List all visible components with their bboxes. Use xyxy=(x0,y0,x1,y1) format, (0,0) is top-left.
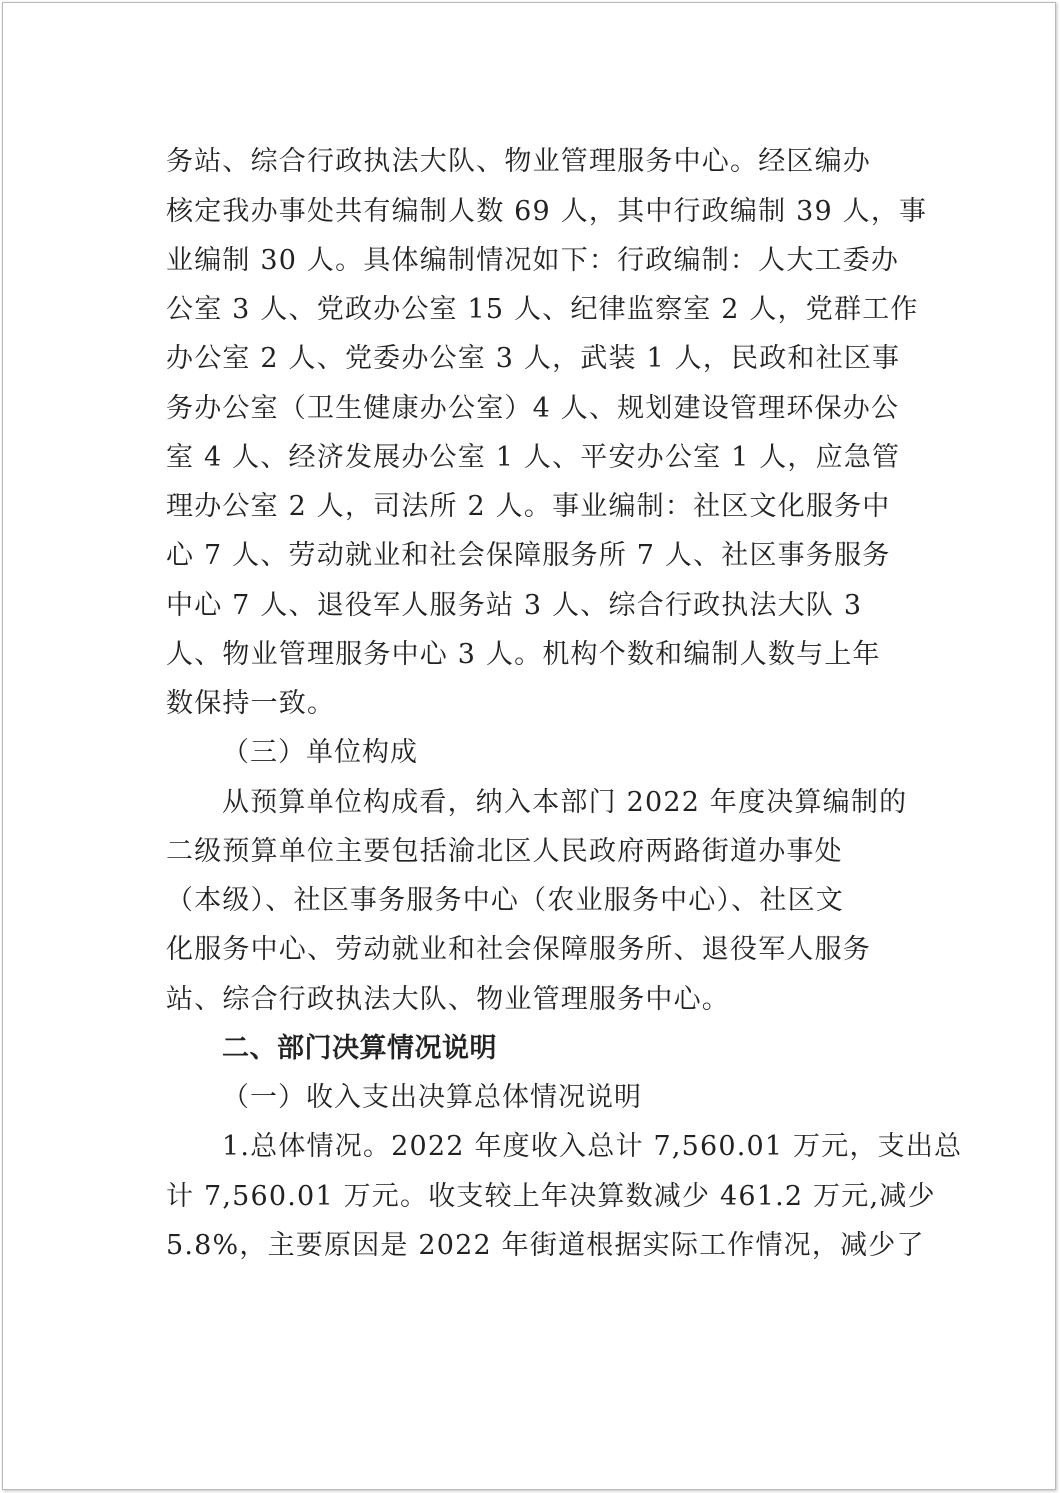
paragraph-line: 计 7,560.01 万元。收支较上年决算数减少 461.2 万元,减少 xyxy=(166,1181,936,1212)
paragraph-line: 公室 3 人、党政办公室 15 人、纪律监察室 2 人，党群工作 xyxy=(166,294,919,325)
paragraph-line: 室 4 人、经济发展办公室 1 人、平安办公室 1 人，应急管 xyxy=(166,442,901,473)
paragraph-line: 从预算单位构成看，纳入本部门 2022 年度决算编制的 xyxy=(222,787,908,818)
paragraph-line: 理办公室 2 人，司法所 2 人。事业编制：社区文化服务中 xyxy=(166,491,891,522)
paragraph-line: 核定我办事处共有编制人数 69 人，其中行政编制 39 人，事 xyxy=(166,196,928,227)
section-heading-budget-explanation: 二、部门决算情况说明 xyxy=(222,1033,497,1064)
paragraph-line: 站、综合行政执法大队、物业管理服务中心。 xyxy=(166,984,730,1015)
paragraph-line: 中心 7 人、退役军人服务站 3 人、综合行政执法大队 3 xyxy=(166,590,863,621)
paragraph-line: 化服务中心、劳动就业和社会保障服务所、退役军人服务 xyxy=(166,934,871,965)
paragraph-line: 5.8%，主要原因是 2022 年街道根据实际工作情况，减少了 xyxy=(166,1230,925,1261)
paragraph-line: 业编制 30 人。具体编制情况如下：行政编制：人大工委办 xyxy=(166,245,900,276)
paragraph-line: 务站、综合行政执法大队、物业管理服务中心。经区编办 xyxy=(166,146,871,177)
paragraph-line: 办公室 2 人、党委办公室 3 人，武装 1 人，民政和社区事 xyxy=(166,343,901,374)
paragraph-line: 务办公室（卫生健康办公室）4 人、规划建设管理环保办公 xyxy=(166,393,900,424)
paragraph-line: 数保持一致。 xyxy=(166,688,336,719)
subsection-heading-income-expenditure: （一）收入支出决算总体情况说明 xyxy=(222,1082,642,1113)
paragraph-line: 1.总体情况。2022 年度收入总计 7,560.01 万元，支出总 xyxy=(222,1131,963,1162)
paragraph-line: 二级预算单位主要包括渝北区人民政府两路街道办事处 xyxy=(166,836,843,867)
paragraph-line: 心 7 人、劳动就业和社会保障服务所 7 人、社区事务服务 xyxy=(166,540,891,571)
section-heading-unit-composition: （三）单位构成 xyxy=(222,737,418,768)
paragraph-line: （本级）、社区事务服务中心（农业服务中心）、社区文 xyxy=(166,885,844,916)
paragraph-line: 人、物业管理服务中心 3 人。机构个数和编制人数与上年 xyxy=(166,639,881,670)
